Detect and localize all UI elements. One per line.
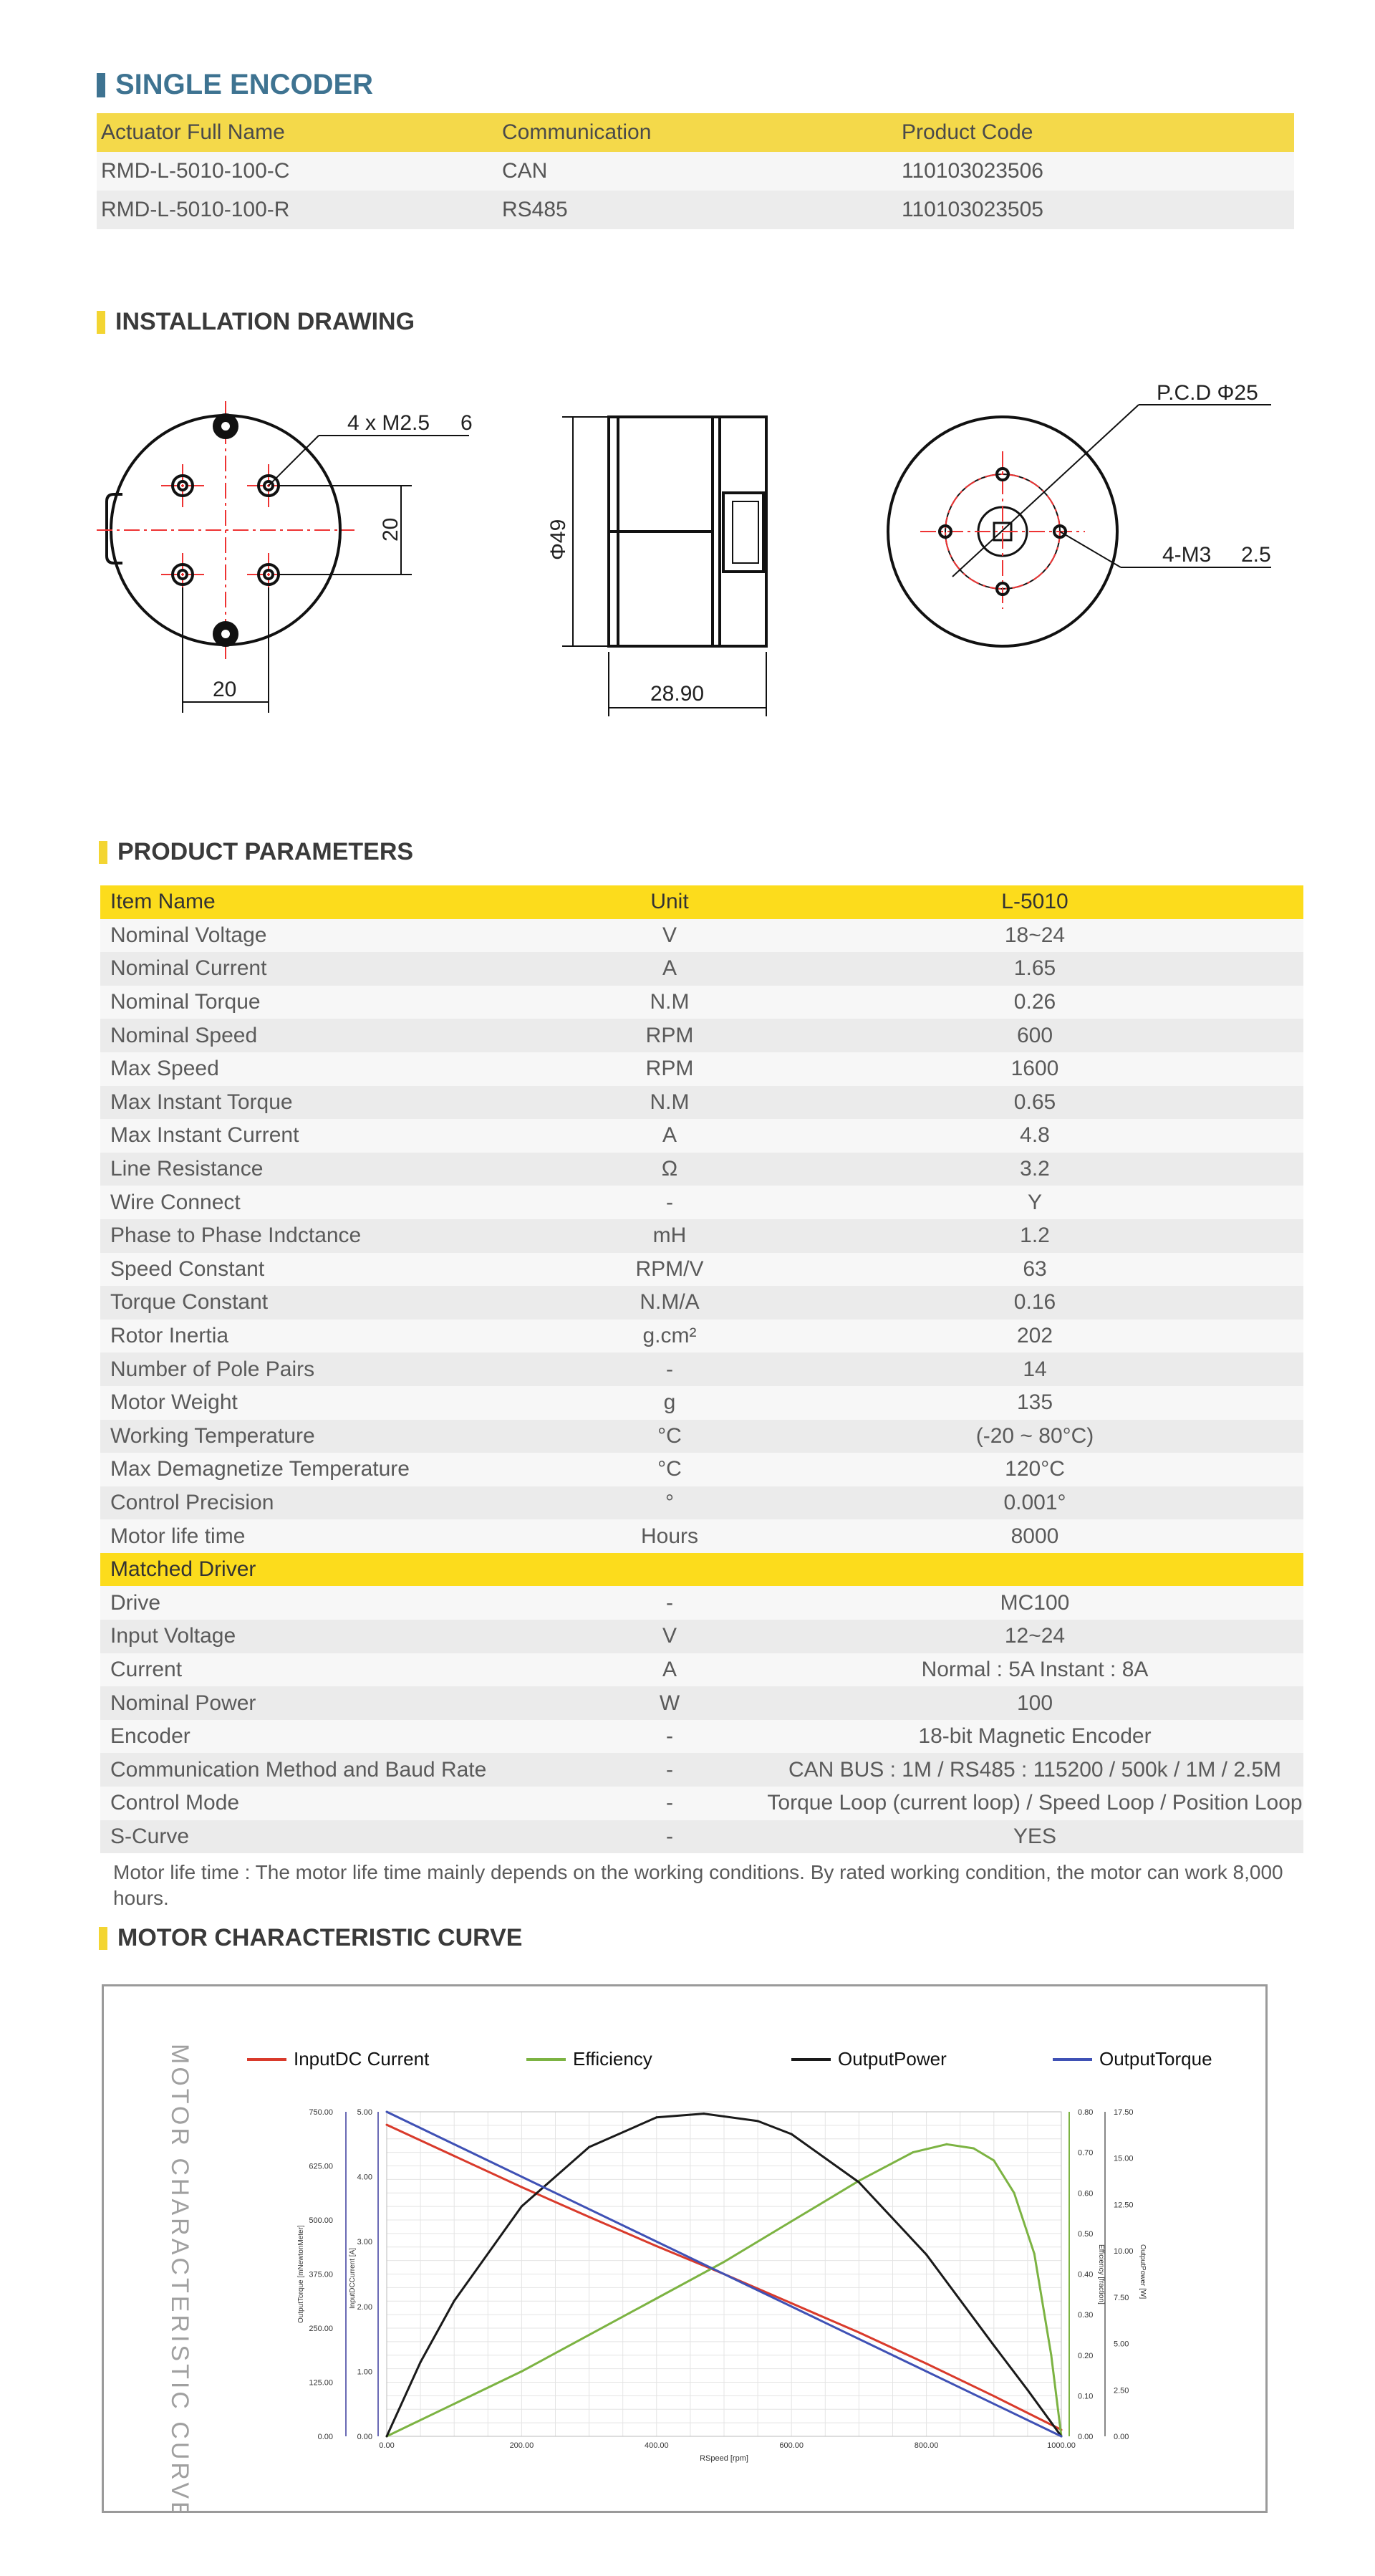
diameter-label: Φ49 bbox=[546, 519, 570, 560]
power-axis-label: OutputPower [W] bbox=[1139, 2244, 1147, 2299]
installation-title: INSTALLATION DRAWING bbox=[115, 308, 415, 335]
data-point bbox=[1061, 2436, 1063, 2438]
table-row bbox=[100, 1686, 1303, 1720]
torque-axis-label: OutputTorque [mNewtonMeter] bbox=[297, 2225, 305, 2323]
legend-label: Efficiency bbox=[573, 2048, 652, 2070]
legend-label: OutputPower bbox=[838, 2048, 947, 2070]
cell-item-name: Motor Weight bbox=[110, 1390, 238, 1415]
power-tick-label: 10.00 bbox=[1114, 2247, 1134, 2257]
data-point bbox=[791, 2302, 793, 2305]
table-row bbox=[100, 1019, 1303, 1052]
cell-unit: V bbox=[662, 923, 677, 947]
cell-value: (-20 ~ 80°C) bbox=[975, 1423, 1094, 1448]
driver-header-row bbox=[100, 1553, 1303, 1587]
cell-unit: V bbox=[662, 1624, 677, 1648]
chart-vertical-title: MOTOR CHARACTERISTIC CURVE bbox=[166, 2044, 193, 2511]
motor-life-note: Motor life time : The motor life time mainly depends on the working conditions. By rated working condition, the motor can work 8,000 hours. bbox=[113, 1861, 1283, 1909]
table-row bbox=[100, 952, 1303, 986]
current-tick-label: 4.00 bbox=[357, 2173, 372, 2182]
cell-item-name: Nominal Power bbox=[110, 1691, 256, 1715]
efficiency-tick-label: 0.70 bbox=[1078, 2148, 1094, 2158]
cell-value: 0.001° bbox=[1003, 1490, 1066, 1514]
driver-header: Matched Driver bbox=[110, 1557, 256, 1582]
data-point bbox=[521, 2370, 523, 2373]
power-tick-label: 12.50 bbox=[1114, 2201, 1134, 2210]
cell-unit: - bbox=[666, 1757, 673, 1782]
table-row bbox=[100, 1586, 1303, 1620]
back-view bbox=[888, 405, 1271, 646]
data-point bbox=[993, 2159, 995, 2161]
cell-item-name: Control Mode bbox=[110, 1791, 240, 1815]
chart-frame bbox=[102, 1984, 1268, 2513]
cell-item-name: Wire Connect bbox=[110, 1190, 241, 1214]
power-tick-label: 5.00 bbox=[1114, 2340, 1129, 2349]
power-tick-label: 17.50 bbox=[1114, 2108, 1134, 2117]
data-point bbox=[655, 2297, 657, 2299]
data-point bbox=[420, 2361, 422, 2363]
data-point bbox=[912, 2151, 914, 2153]
cell-unit: RPM/V bbox=[635, 1256, 704, 1281]
cell-item-name: Max Speed bbox=[110, 1057, 219, 1081]
cell-item-name: Control Precision bbox=[110, 1490, 274, 1514]
cell-unit: - bbox=[666, 1190, 673, 1214]
cell-unit: - bbox=[666, 1357, 673, 1381]
cell-unit: A bbox=[662, 956, 677, 981]
legend-label: InputDC Current bbox=[294, 2048, 430, 2070]
cell-item-name: Max Demagnetize Temperature bbox=[110, 1457, 410, 1481]
cell-value: 100 bbox=[1016, 1691, 1053, 1715]
data-point bbox=[925, 2363, 927, 2365]
x-tick-label: 800.00 bbox=[914, 2441, 939, 2450]
data-point bbox=[521, 2206, 523, 2208]
current-tick-label: 0.00 bbox=[357, 2433, 372, 2441]
table-row bbox=[100, 1153, 1303, 1186]
data-point bbox=[1033, 2253, 1036, 2255]
cell-value: MC100 bbox=[1000, 1590, 1070, 1615]
data-point bbox=[453, 2155, 455, 2157]
cell-value: 1600 bbox=[1010, 1057, 1059, 1081]
efficiency-tick-label: 0.30 bbox=[1078, 2311, 1094, 2320]
table-row bbox=[97, 152, 1294, 191]
cell-item-name: Nominal Torque bbox=[110, 990, 261, 1014]
cell-unit: Ω bbox=[661, 1157, 678, 1181]
table-row bbox=[100, 1219, 1303, 1253]
title-accent-bar bbox=[99, 1927, 107, 1950]
cell-item-name: Working Temperature bbox=[110, 1423, 315, 1448]
efficiency-tick-label: 0.60 bbox=[1078, 2189, 1094, 2198]
torque-tick-label: 250.00 bbox=[309, 2325, 333, 2333]
data-point bbox=[791, 2133, 793, 2135]
torque-tick-label: 625.00 bbox=[309, 2162, 333, 2171]
cell-item-name: Encoder bbox=[110, 1724, 190, 1749]
cell-item-name: Rotor Inertia bbox=[110, 1324, 229, 1348]
table-row bbox=[100, 1286, 1303, 1320]
data-point bbox=[588, 2216, 590, 2218]
data-point bbox=[723, 2261, 725, 2263]
data-point bbox=[993, 2345, 995, 2347]
encoder-table bbox=[97, 113, 1294, 229]
data-point bbox=[858, 2332, 860, 2334]
data-point bbox=[1050, 2354, 1052, 2356]
table-row bbox=[100, 1320, 1303, 1353]
cell-unit: N.M/A bbox=[640, 1290, 700, 1315]
cell-value: YES bbox=[1013, 1824, 1057, 1848]
params-table-header bbox=[100, 885, 1303, 919]
efficiency-tick-label: 0.80 bbox=[1078, 2108, 1094, 2117]
data-point bbox=[757, 2120, 759, 2122]
current-axis-label: InputDCCurrent [A] bbox=[349, 2247, 357, 2309]
table-row bbox=[100, 1253, 1303, 1287]
cell-value: 600 bbox=[1016, 1023, 1053, 1047]
params-section-title bbox=[99, 838, 413, 866]
cell-value: 18-bit Magnetic Encoder bbox=[918, 1724, 1152, 1749]
cell-item-name: Torque Constant bbox=[110, 1290, 269, 1315]
x-tick-label: 0.00 bbox=[379, 2441, 395, 2450]
cell-value: 1.2 bbox=[1020, 1224, 1050, 1248]
x-axis-label: RSpeed [rpm] bbox=[700, 2454, 748, 2463]
cell-unit: - bbox=[666, 1724, 673, 1749]
torque-tick-label: 750.00 bbox=[309, 2108, 333, 2117]
cell-unit: A bbox=[662, 1123, 677, 1148]
header-model: L-5010 bbox=[1001, 890, 1068, 914]
torque-tick-label: 375.00 bbox=[309, 2270, 333, 2279]
table-row bbox=[100, 1486, 1303, 1520]
cell-full-name: RMD-L-5010-100-C bbox=[101, 159, 290, 183]
cell-full-name: RMD-L-5010-100-R bbox=[101, 198, 290, 221]
data-point bbox=[655, 2245, 657, 2247]
header-full-name: Actuator Full Name bbox=[101, 120, 285, 144]
cell-item-name: Phase to Phase Indctance bbox=[110, 1224, 362, 1248]
cell-communication: RS485 bbox=[502, 198, 568, 221]
cell-value: CAN BUS : 1M / RS485 : 115200 / 500k / 1M / 2.5M bbox=[788, 1757, 1282, 1782]
current-tick-label: 1.00 bbox=[357, 2368, 372, 2377]
cell-unit: N.M bbox=[650, 1090, 690, 1114]
cell-value: 120°C bbox=[1005, 1457, 1065, 1481]
cell-value: 3.2 bbox=[1020, 1157, 1050, 1181]
cell-unit: ° bbox=[665, 1490, 674, 1514]
table-row bbox=[100, 1420, 1303, 1453]
table-row bbox=[100, 1820, 1303, 1854]
legend-label: OutputTorque bbox=[1099, 2048, 1212, 2070]
power-tick-label: 7.50 bbox=[1114, 2293, 1129, 2302]
cell-item-name: Max Instant Current bbox=[110, 1123, 299, 1148]
cell-value: 135 bbox=[1016, 1390, 1053, 1415]
power-tick-label: 0.00 bbox=[1114, 2433, 1129, 2441]
table-row bbox=[100, 986, 1303, 1019]
x-tick-label: 600.00 bbox=[779, 2441, 804, 2450]
cell-value: 1.65 bbox=[1013, 956, 1056, 981]
installation-drawing bbox=[97, 373, 1294, 745]
back-screw-label: 4-M3 bbox=[1162, 543, 1212, 567]
cell-item-name: Communication Method and Baud Rate bbox=[110, 1757, 487, 1782]
torque-tick-label: 125.00 bbox=[309, 2378, 333, 2388]
data-point bbox=[791, 2220, 793, 2222]
data-point bbox=[703, 2113, 705, 2115]
x-tick-label: 400.00 bbox=[644, 2441, 669, 2450]
cell-unit: Hours bbox=[640, 1524, 699, 1548]
table-row bbox=[100, 1720, 1303, 1754]
title-accent-bar bbox=[99, 841, 107, 864]
x-tick-label: 1000.00 bbox=[1047, 2441, 1076, 2450]
torque-tick-label: 0.00 bbox=[317, 2433, 333, 2441]
data-point bbox=[386, 2111, 388, 2113]
table-row bbox=[100, 1119, 1303, 1153]
header-item-name: Item Name bbox=[110, 890, 216, 914]
encoder-section-title bbox=[97, 69, 373, 101]
table-row bbox=[100, 1352, 1303, 1386]
cell-value: 202 bbox=[1016, 1324, 1053, 1348]
table-row bbox=[100, 1186, 1303, 1219]
efficiency-tick-label: 0.50 bbox=[1078, 2229, 1094, 2239]
header-unit: Unit bbox=[650, 890, 689, 914]
title-accent-bar bbox=[97, 73, 105, 97]
current-tick-label: 5.00 bbox=[357, 2108, 372, 2117]
data-point bbox=[973, 2147, 975, 2149]
table-row bbox=[100, 1787, 1303, 1820]
params-rows bbox=[100, 919, 1303, 1553]
title-accent-bar bbox=[97, 311, 105, 334]
cell-unit: - bbox=[666, 1590, 673, 1615]
params-table bbox=[100, 885, 1303, 1853]
curve-title: MOTOR CHARACTERISTIC CURVE bbox=[117, 1924, 523, 1951]
efficiency-tick-label: 0.10 bbox=[1078, 2392, 1094, 2401]
efficiency-tick-label: 0.00 bbox=[1078, 2433, 1094, 2441]
cell-value: 63 bbox=[1023, 1256, 1047, 1281]
torque-tick-label: 500.00 bbox=[309, 2216, 333, 2225]
cell-item-name: Number of Pole Pairs bbox=[110, 1357, 315, 1381]
cell-item-name: S-Curve bbox=[110, 1824, 190, 1848]
cell-item-name: Max Instant Torque bbox=[110, 1090, 293, 1114]
table-row bbox=[100, 1753, 1303, 1787]
cell-value: Torque Loop (current loop) / Speed Loop / Position Loop bbox=[767, 1791, 1303, 1815]
cell-unit: A bbox=[662, 1657, 677, 1681]
encoder-table-header bbox=[97, 113, 1294, 152]
cell-value: Y bbox=[1027, 1190, 1042, 1214]
dim-vertical-20: 20 bbox=[379, 517, 402, 542]
x-tick-label: 200.00 bbox=[509, 2441, 534, 2450]
current-tick-label: 2.00 bbox=[357, 2302, 372, 2312]
installation-section-title bbox=[97, 308, 415, 336]
cell-value: 0.65 bbox=[1013, 1090, 1056, 1114]
cell-unit: - bbox=[666, 1791, 673, 1815]
driver-rows bbox=[100, 1586, 1303, 1853]
cell-communication: CAN bbox=[502, 159, 548, 183]
cell-value: 8000 bbox=[1010, 1524, 1059, 1548]
cell-unit: - bbox=[666, 1824, 673, 1848]
front-screw-depth: 6 bbox=[460, 411, 473, 435]
data-point bbox=[588, 2334, 590, 2336]
cell-value: Normal : 5A Instant : 8A bbox=[921, 1657, 1149, 1681]
front-screw-label: 4 x M2.5 bbox=[347, 411, 430, 435]
cell-unit: °C bbox=[657, 1457, 682, 1481]
curve-section-title bbox=[99, 1924, 522, 1952]
data-point bbox=[945, 2143, 947, 2145]
table-row bbox=[100, 1620, 1303, 1653]
cell-value: 14 bbox=[1023, 1357, 1047, 1381]
dim-horizontal-20: 20 bbox=[213, 678, 237, 701]
pcd-label: P.C.D Φ25 bbox=[1157, 381, 1258, 405]
data-point bbox=[925, 2254, 927, 2256]
cell-unit: N.M bbox=[650, 990, 690, 1014]
current-tick-label: 3.00 bbox=[357, 2238, 372, 2247]
cell-unit: g.cm² bbox=[642, 1324, 697, 1348]
cell-item-name: Drive bbox=[110, 1590, 161, 1615]
data-point bbox=[655, 2116, 657, 2118]
data-point bbox=[588, 2146, 590, 2148]
cell-value: 4.8 bbox=[1020, 1123, 1050, 1148]
table-row bbox=[100, 1519, 1303, 1553]
power-tick-label: 2.50 bbox=[1114, 2386, 1129, 2395]
table-row bbox=[100, 1052, 1303, 1086]
cell-unit: °C bbox=[657, 1423, 682, 1448]
cell-value: 18~24 bbox=[1004, 923, 1066, 947]
cell-item-name: Speed Constant bbox=[110, 1256, 265, 1281]
cell-value: 0.16 bbox=[1013, 1290, 1056, 1315]
power-tick-label: 15.00 bbox=[1114, 2154, 1134, 2163]
table-row bbox=[100, 1386, 1303, 1420]
table-row bbox=[100, 919, 1303, 953]
table-row bbox=[97, 191, 1294, 229]
data-point bbox=[1013, 2192, 1015, 2194]
efficiency-tick-label: 0.40 bbox=[1078, 2270, 1094, 2279]
side-view bbox=[562, 417, 766, 716]
motor-curve-chart bbox=[104, 1986, 1265, 2511]
cell-item-name: Nominal Speed bbox=[110, 1023, 258, 1047]
efficiency-tick-label: 0.20 bbox=[1078, 2351, 1094, 2360]
table-row bbox=[100, 1453, 1303, 1486]
header-product-code: Product Code bbox=[902, 120, 1033, 144]
cell-item-name: Input Voltage bbox=[110, 1624, 236, 1648]
data-point bbox=[453, 2300, 455, 2302]
cell-product-code: 110103023506 bbox=[902, 159, 1043, 183]
cell-value: 12~24 bbox=[1004, 1624, 1066, 1648]
cell-unit: g bbox=[663, 1390, 676, 1415]
data-point bbox=[386, 2436, 388, 2438]
cell-unit: W bbox=[659, 1691, 680, 1715]
cell-item-name: Motor life time bbox=[110, 1524, 246, 1548]
efficiency-axis-label: Efficiency [fraction] bbox=[1097, 2244, 1105, 2305]
params-title: PRODUCT PARAMETERS bbox=[117, 838, 414, 865]
length-label: 28.90 bbox=[650, 682, 705, 706]
cell-item-name: Current bbox=[110, 1657, 183, 1681]
data-point bbox=[453, 2403, 455, 2405]
cell-item-name: Nominal Voltage bbox=[110, 923, 267, 947]
cell-unit: mH bbox=[652, 1224, 687, 1248]
data-point bbox=[858, 2181, 860, 2183]
cell-item-name: Line Resistance bbox=[110, 1157, 264, 1181]
header-communication: Communication bbox=[502, 120, 652, 144]
data-point bbox=[1026, 2389, 1028, 2391]
data-point bbox=[386, 2124, 388, 2126]
data-point bbox=[993, 2395, 995, 2397]
table-row bbox=[100, 1086, 1303, 1120]
cell-unit: RPM bbox=[645, 1057, 694, 1081]
encoder-title: SINGLE ENCODER bbox=[115, 69, 374, 100]
front-view bbox=[97, 401, 469, 713]
cell-item-name: Nominal Current bbox=[110, 956, 267, 981]
cell-unit: RPM bbox=[645, 1023, 694, 1047]
back-screw-depth: 2.5 bbox=[1241, 543, 1271, 567]
table-row bbox=[100, 1653, 1303, 1687]
data-point bbox=[521, 2186, 523, 2188]
cell-product-code: 110103023505 bbox=[902, 198, 1043, 221]
cell-value: 0.26 bbox=[1013, 990, 1056, 1014]
